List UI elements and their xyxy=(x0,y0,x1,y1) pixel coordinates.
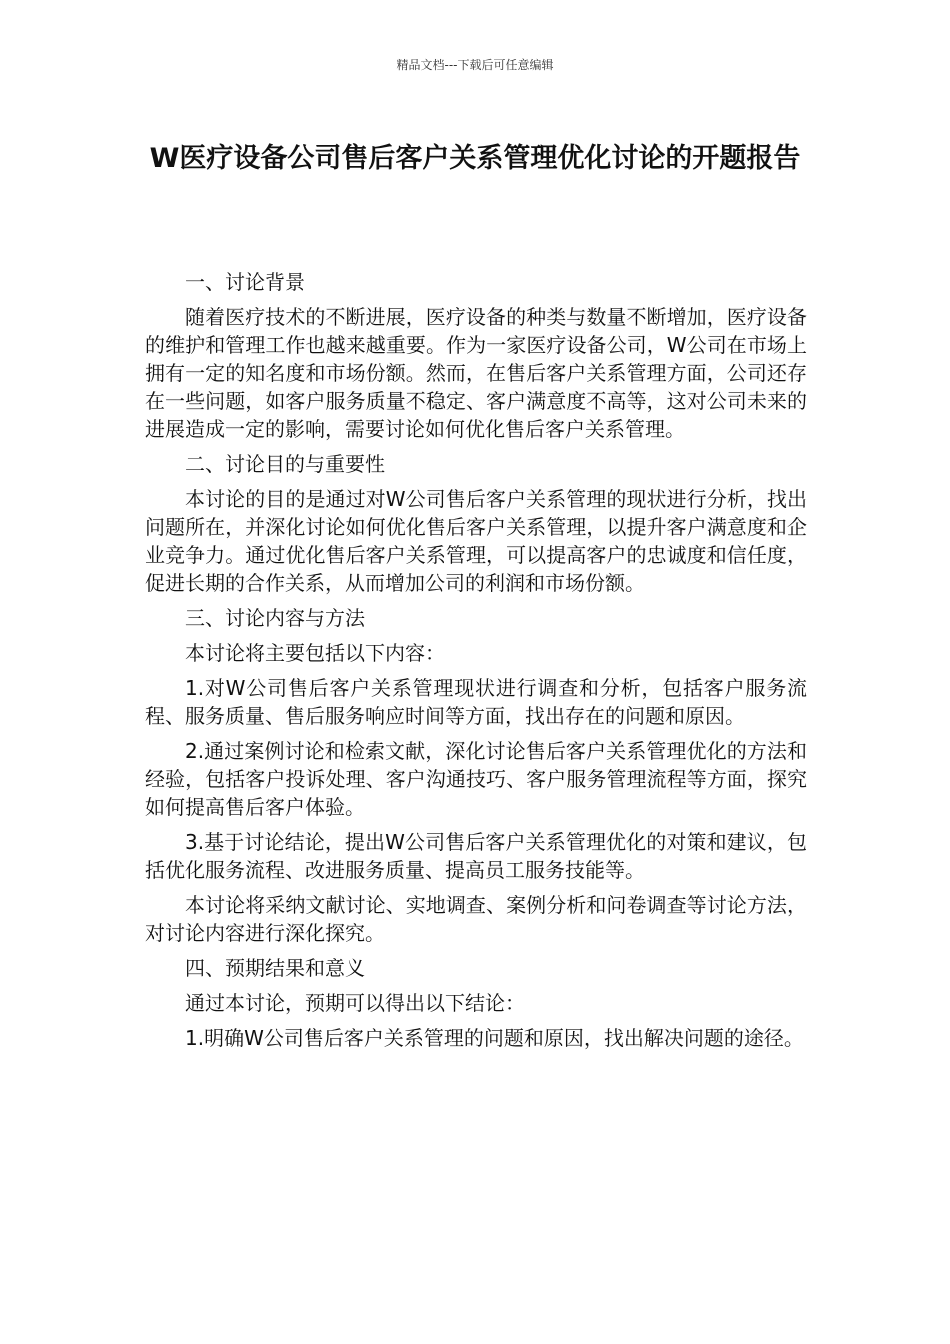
paragraph-method: 本讨论将采纳文献讨论、实地调查、案例分析和问卷调查等讨论方法，对讨论内容进行深化探究。 xyxy=(145,893,807,945)
document-title: W医疗设备公司售后客户关系管理优化讨论的开题报告 xyxy=(149,143,801,174)
page-header: 精品文档---下载后可任意编辑 xyxy=(396,58,554,72)
document-body xyxy=(145,268,807,1059)
paragraph-background: 随着医疗技术的不断进展，医疗设备的种类与数量不断增加，医疗设备的维护和管理工作也越来越重要。作为一家医疗设备公司，W公司在市场上拥有一定的知名度和市场份额。然而，在售后客户关系管理方面，公司还存在一些问题，如客户服务质量不稳定、客户满意度不高等，这对公司未来的进展造成一定的影响，需要讨论如何优化售后客户关系管理。 xyxy=(145,305,807,441)
paragraph-results-intro: 通过本讨论，预期可以得出以下结论： xyxy=(185,991,525,1015)
section-heading-purpose: 二、讨论目的与重要性 xyxy=(185,452,385,476)
list-item-content-3: 3.基于讨论结论，提出W公司售后客户关系管理优化的对策和建议，包括优化服务流程、改进服务质量、提高员工服务技能等。 xyxy=(145,830,807,882)
list-item-content-2: 2.通过案例讨论和检索文献，深化讨论售后客户关系管理优化的方法和经验，包括客户投诉处理、客户沟通技巧、客户服务管理流程等方面，探究如何提高售后客户体验。 xyxy=(145,739,807,819)
list-item-result-1: 1.明确W公司售后客户关系管理的问题和原因，找出解决问题的途径。 xyxy=(185,1026,804,1050)
paragraph-purpose: 本讨论的目的是通过对W公司售后客户关系管理的现状进行分析，找出问题所在，并深化讨论如何优化售后客户关系管理，以提升客户满意度和企业竞争力。通过优化售后客户关系管理，可以提高客户的忠诚度和信任度，促进长期的合作关系，从而增加公司的利润和市场份额。 xyxy=(145,487,807,595)
section-heading-background: 一、讨论背景 xyxy=(185,270,305,294)
list-item-content-1: 1.对W公司售后客户关系管理现状进行调查和分析，包括客户服务流程、服务质量、售后服务响应时间等方面，找出存在的问题和原因。 xyxy=(145,676,807,728)
section-heading-expected-results: 四、预期结果和意义 xyxy=(185,956,365,980)
paragraph-content-intro: 本讨论将主要包括以下内容： xyxy=(185,641,445,665)
section-heading-content-method: 三、讨论内容与方法 xyxy=(185,606,365,630)
